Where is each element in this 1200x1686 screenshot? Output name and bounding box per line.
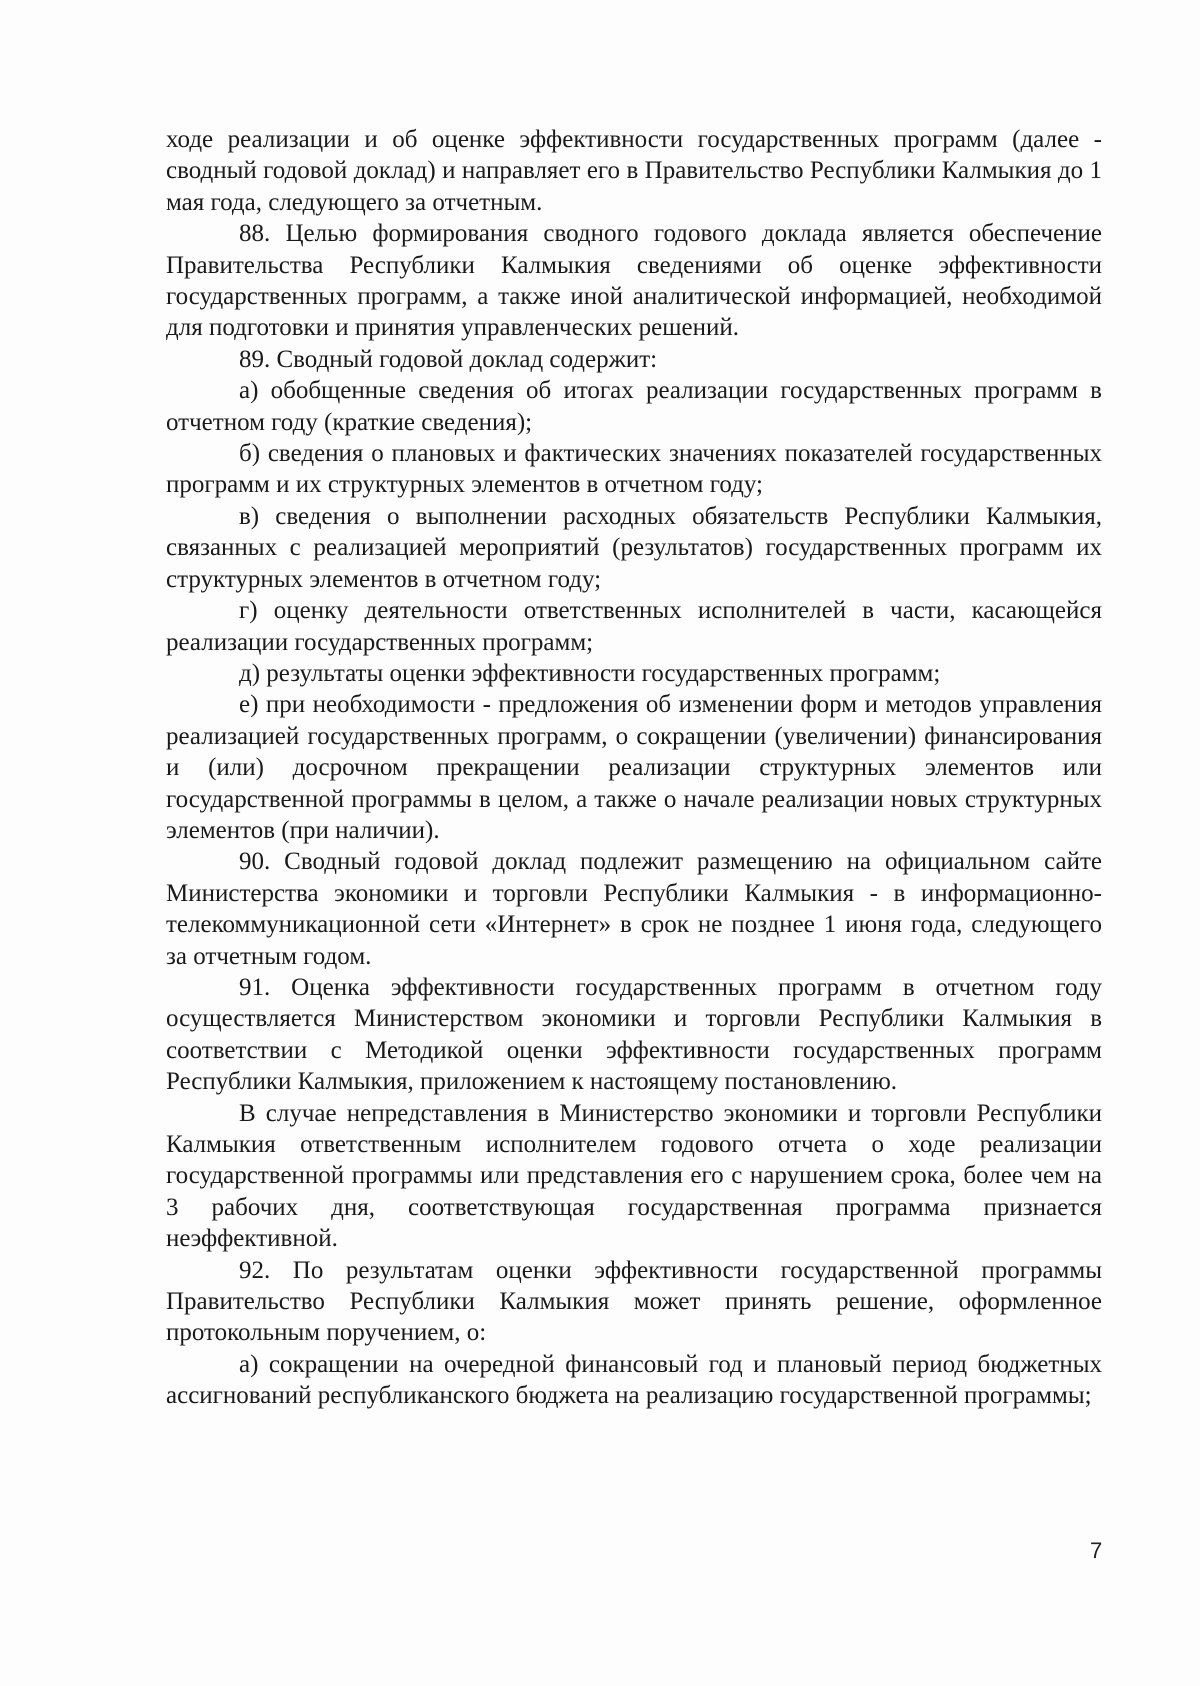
paragraph-89-v: в) сведения о выполнении расходных обязательств Республики Калмыкия, связанных с реализацией мероприятий (результатов) государственных программ их структурных элементов в отчетном году; (166, 502, 1102, 593)
paragraph-91: 91. Оценка эффективности государственных программ в отчетном году осуществляется Министерством экономики и торговли Республики Калмыкия в соответствии с Методикой оценки эффективности государственных программ Республики Калмыкия, приложением к настоящему постановлению. (166, 973, 1102, 1096)
page-number: 7 (1090, 1538, 1103, 1563)
paragraph-89-a: а) обобщенные сведения об итогах реализации государственных программ в отчетном году (краткие сведения); (166, 377, 1102, 436)
paragraph-92: 92. По результатам оценки эффективности государственной программы Правительство Республики Калмыкия может принять решение, оформленное протокольным поручением, о: (166, 1256, 1102, 1347)
paragraph-91-nonsubmission: В случае непредставления в Министерство экономики и торговли Республики Калмыкия ответственным исполнителем годового отчета о ходе реализации государственной программы или представления его с нарушением срока, более чем на 3 рабочих дня, соответствующая государственная программа признается неэффективной. (166, 1099, 1102, 1253)
document-body (166, 124, 1102, 1412)
paragraph-89-b: б) сведения о плановых и фактических значениях показателей государственных программ и их структурных элементов в отчетном году; (166, 440, 1102, 499)
paragraph-90: 90. Сводный годовой доклад подлежит размещению на официальном сайте Министерства экономики и торговли Республики Калмыкия - в информационно-телекоммуникационной сети «Интернет» в срок не позднее 1 июня года, следующего за отчетным годом. (166, 848, 1102, 970)
paragraph-89-g: г) оценку деятельности ответственных исполнителей в части, касающейся реализации государственных программ; (166, 597, 1102, 656)
paragraph-89: 89. Сводный годовой доклад содержит: (239, 345, 658, 373)
paragraph-continuation: ходе реализации и об оценке эффективности государственных программ (далее - сводный годовой доклад) и направляет его в Правительство Республики Калмыкия до 1 мая года, следующего за отчетным. (166, 126, 1102, 216)
paragraph-89-e: е) при необходимости - предложения об изменении форм и методов управления реализацией государственных программ, о сокращении (увеличении) финансирования и (или) досрочном прекращении реализации структурных элементов или государственной программы в целом, а также о начале реализации новых структурных элементов (при наличии). (166, 691, 1102, 844)
paragraph-92-a: а) сокращении на очередной финансовый год и плановый период бюджетных ассигнований республиканского бюджета на реализацию государственной программы; (166, 1350, 1102, 1410)
paragraph-89-d: д) результаты оценки эффективности государственных программ; (239, 659, 941, 687)
paragraph-88: 88. Целью формирования сводного годового доклада является обеспечение Правительства Республики Калмыкия сведениями об оценке эффективности государственных программ, а также иной аналитической информацией, необходимой для подготовки и принятия управленческих решений. (166, 220, 1102, 342)
